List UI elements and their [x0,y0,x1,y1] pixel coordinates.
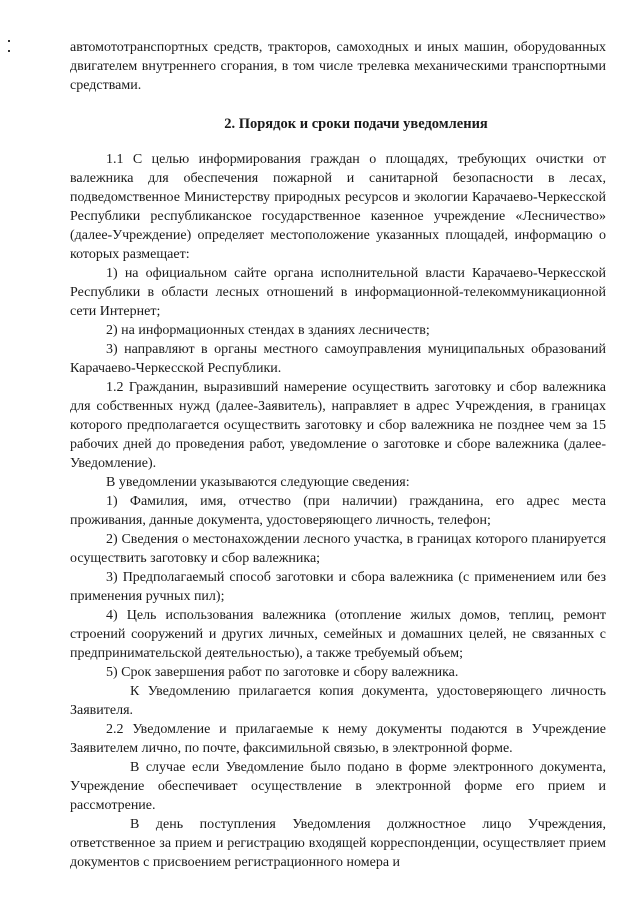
paragraph: 3) направляют в органы местного самоуправления муниципальных образований Карачаево-Черкесской Республики. [70,342,606,376]
paragraph: В день поступления Уведомления должностное лицо Учреждения, ответственное за прием и регистрацию входящей корреспонденции, осуществляет прием документов с присвоением регистрационного номера и [70,817,606,870]
paragraph: В уведомлении указываются следующие сведения: [106,475,410,490]
paragraph: 1) Фамилия, имя, отчество (при наличии) гражданина, его адрес места проживания, данные документа, удостоверяющего личность, телефон; [70,494,606,528]
document-page [70,38,606,872]
section-heading: 2. Порядок и сроки подачи уведомления [224,116,488,132]
paragraph: 4) Цель использования валежника (отопление жилых домов, теплиц, ремонт строений сооружений и других личных, семейных и домашних целей, не связанных с предпринимательской деятельностью), а также требуемый объем; [70,608,606,661]
paragraph: 1) на официальном сайте органа исполнительной власти Карачаево-Черкесской Республики в области лесных отношений в информационной-телекоммуникационной сети Интернет; [70,266,606,319]
paragraph: 5) Срок завершения работ по заготовке и сбору валежника. [106,665,459,680]
paragraph: 2.2 Уведомление и прилагаемые к нему документы подаются в Учреждение Заявителем лично, по почте, факсимильной связью, в электронной форме. [70,722,606,756]
paragraph: 1.2 Гражданин, выразивший намерение осуществить заготовку и сбор валежника для собственных нужд (далее-Заявитель), направляет в адрес Учреждения, в границах которого предполагается осуществить заготовку и сбор валежника не позднее чем за 15 рабочих дней до проведения работ, уведомление о заготовке и сборе валежника (далее- Уведомление). [70,380,606,471]
paragraph: 2) Сведения о местонахождении лесного участка, в границах которого планируется осуществить заготовку и сбор валежника; [70,532,606,566]
paragraph: 3) Предполагаемый способ заготовки и сбора валежника (с применением или без применения ручных пил); [70,570,606,604]
paragraph: автомототранспортных средств, тракторов, самоходных и иных машин, оборудованных двигателем внутреннего сгорания, в том числе трелевка механическими транспортными средствами. [70,40,606,93]
paragraph: В случае если Уведомление было подано в форме электронного документа, Учреждение обеспечивает осуществление в электронной форме его прием и рассмотрение. [70,760,606,813]
paragraph: 1.1 С целью информирования граждан о площадях, требующих очистки от валежника для обеспечения пожарной и санитарной безопасности в лесах, подведомственное Министерству природных ресурсов и экологии Карачаево-Черкесской Республики республиканское государственное казенное учреждение «Лесничество» (далее-Учреждение) определяет местоположение указанных площадей, информацию о которых размещает: [70,152,606,262]
paragraph: 2) на информационных стендах в зданиях лесничеств; [106,323,430,338]
paragraph: К Уведомлению прилагается копия документа, удостоверяющего личность Заявителя. [70,684,606,718]
scan-marks [8,40,12,60]
